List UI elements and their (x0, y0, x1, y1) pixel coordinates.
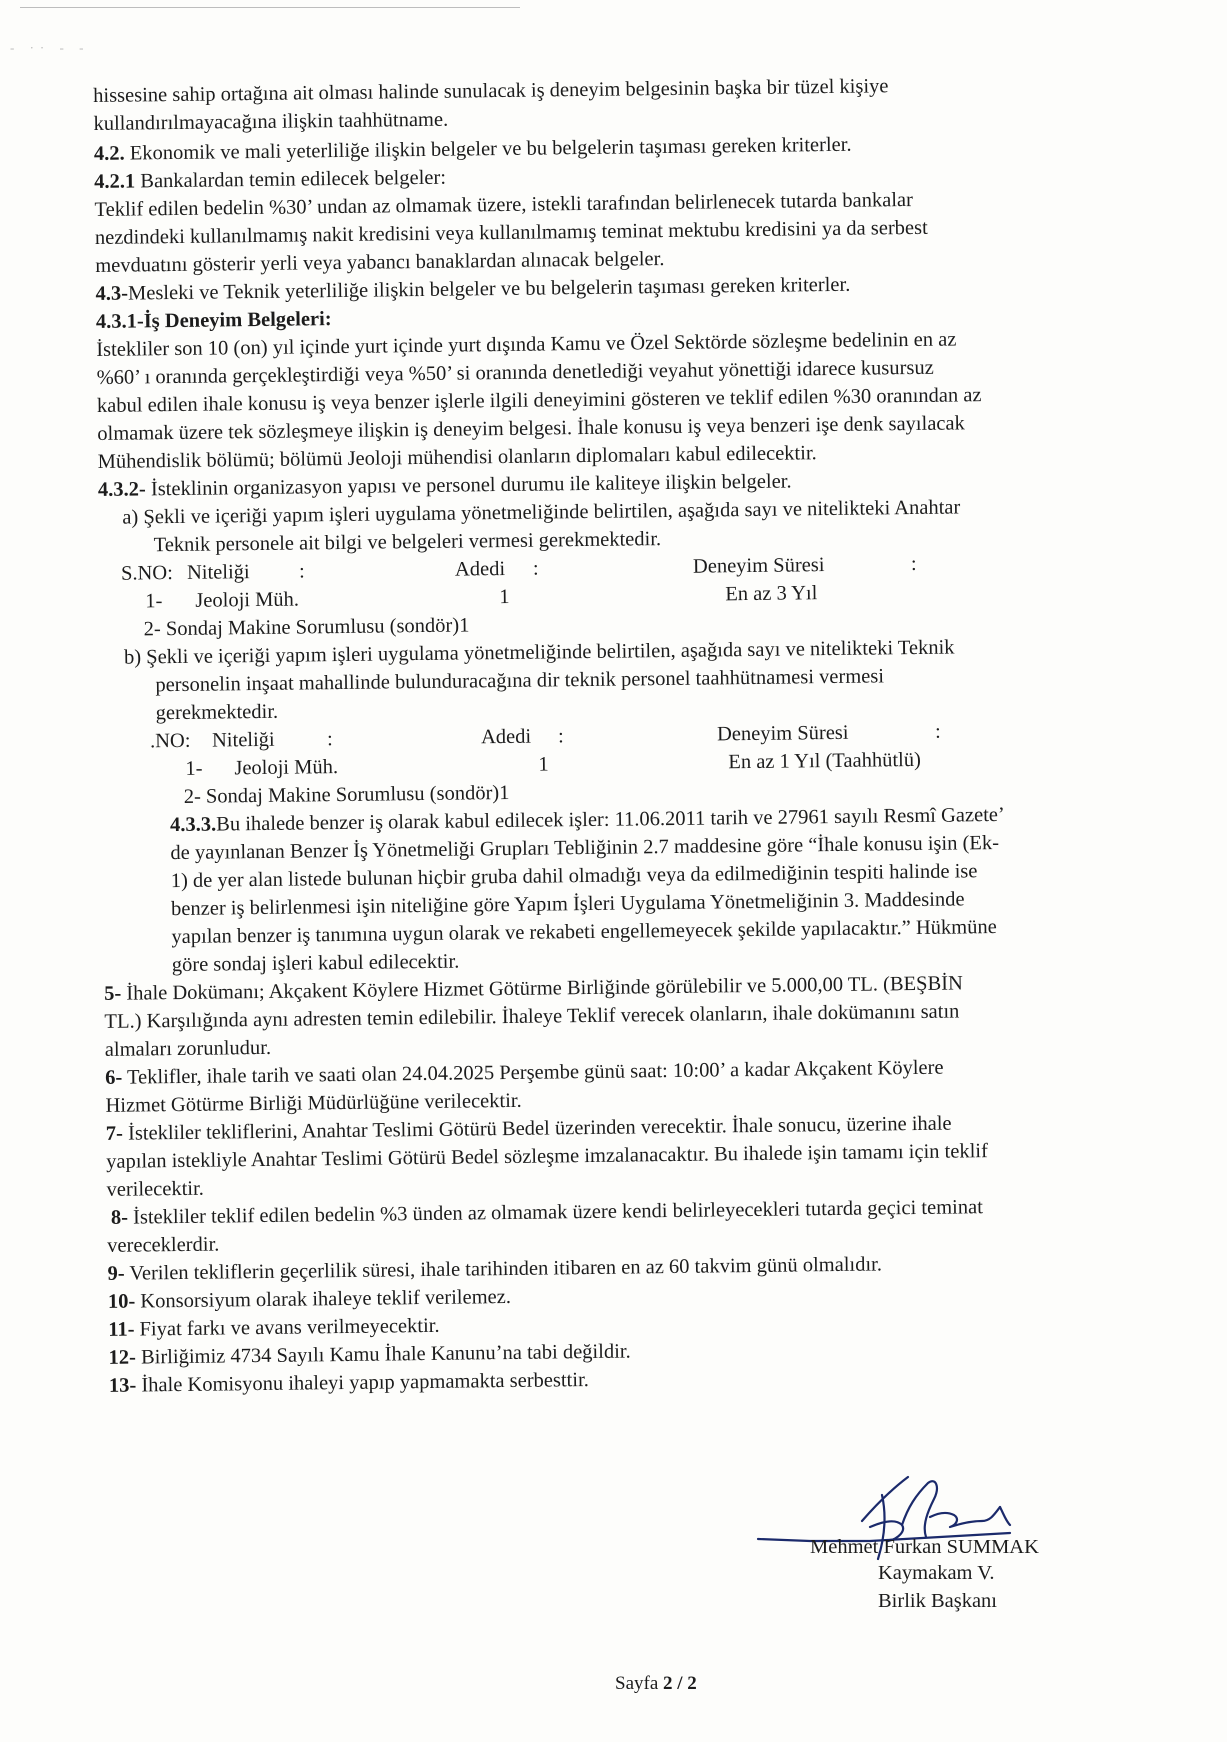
item-a: a) Şekli ve içeriği yapım işleri uygulama yönetmeliğinde belirtilen, aşağıda sayı ve nitelikteki Anahtar (122, 496, 961, 529)
document-body (93, 68, 1219, 1399)
section-4-2-1: 4.2.1 Bankalardan temin edilecek belgeler: (94, 166, 447, 193)
table-b-row: 1- Jeoloji Müh. 1 En az 1 Yıl (Taahhütlü) (185, 748, 921, 780)
text-line: mevduatını gösterir yerli veya yabancı banaklardan alınacak belgeler. (95, 248, 665, 277)
signature-block (750, 1455, 1150, 1625)
text-line: 1) de yer alan listede bulunan hiçbir gruba dahil olmadığı veya da edilmediğinin tespiti halinde ise (170, 860, 978, 893)
section-4-3-1: 4.3.1-İş Deneyim Belgeleri: (95, 308, 332, 333)
text-line: %60’ ı oranında gerçekleştirdiği veya %50’ si oranında denetlediği veyahut yönettiği idarece kusursuz (96, 356, 934, 389)
item-b: b) Şekli ve içeriği yapım işleri uygulama yönetmeliğinde belirtilen, aşağıda sayı ve nitelikteki Teknik (123, 636, 955, 669)
text-line: hissesine sahip ortağına ait olması halinde sunulacak iş deneyim belgesinin başka bir tüzel kişiye (93, 75, 889, 107)
text-line: kabul edilen ihale konusu iş veya benzer işlerle ilgili deneyimini gösteren ve teklif edilen %30 oranından az (96, 384, 982, 417)
text-line: TL.) Karşılığında aynı adresten temin edilebilir. İhaleye Teklif verecek olanların, ihale dokümanını satın (104, 1000, 960, 1033)
item-7: 7- İstekliler tekliflerini, Anahtar Teslimi Götürü Bedel üzerinden verecektir. İhale sonucu, üzerine ihale (105, 1112, 952, 1145)
item-5: 5- İhale Dokümanı; Akçakent Köylere Hizmet Götürme Birliğinde görülebilir ve 5.000,00 TL. (BEŞBİN (104, 972, 963, 1005)
item-10: 10- Konsorsiyum olarak ihaleye teklif verilemez. (107, 1285, 512, 1313)
scan-specks: - ·· - - (10, 40, 90, 55)
text-line: verilecektir. (106, 1177, 204, 1201)
text-line: Hizmet Götürme Birliği Müdürlüğüne verilecektir. (105, 1089, 522, 1117)
signatory-title: Kaymakam V. (878, 1562, 995, 1584)
text-line: personelin inşaat mahallinde bulunduracağına dir teknik personel taahhütnamesi vermesi (155, 665, 885, 697)
item-6: 6- Teklifler, ihale tarih ve saati olan 24.04.2025 Perşembe günü saat: 10:00’ a kadar Akçakent Köylere (105, 1056, 944, 1089)
text-line: göre sondaj işleri kabul edilecektir. (171, 950, 460, 977)
item-9: 9- Verilen tekliflerin geçerlilik süresi, ihale tarihinden itibaren en az 60 takvim günü olmalıdır. (107, 1253, 883, 1285)
section-4-3: 4.3-Mesleki ve Teknik yeterliliğe ilişkin belgeler ve bu belgelerin taşıması gereken kriterler. (95, 273, 851, 305)
text-line: nezdindeki kullanılmamış nakit kredisini veya kullanılmamış teminat mektubu kredisini ya da serbest (94, 216, 928, 249)
signatory-organization: Birlik Başkanı (878, 1590, 998, 1612)
section-4-3-3: 4.3.3.Bu ihalede benzer iş olarak kabul edilecek işler: 11.06.2011 tarih ve 27961 sayılı Resmî Gazete’ (169, 803, 1005, 837)
section-4-3-2: 4.3.2- İsteklinin organizasyon yapısı ve personel durumu ile kaliteye ilişkin belgeler. (97, 470, 792, 501)
item-11: 11- Fiyat farkı ve avans verilmeyecektir. (108, 1314, 440, 1341)
text-line: olmamak üzere tek sözleşmeye ilişkin iş deneyim belgesi. İhale konusu iş veya benzeri işe denk sayılacak (97, 412, 965, 445)
signatory-name: Mehmet Furkan SUMMAK (810, 1536, 1039, 1558)
page-number: Sayfa 2 / 2 (615, 1673, 697, 1694)
text-line: gerekmektedir. (155, 700, 279, 725)
section-4-2: 4.2. Ekonomik ve mali yeterliliğe ilişkin belgeler ve bu belgelerin taşıması gereken kriterler. (93, 133, 852, 165)
table-b-row: 2- Sondaj Makine Sorumlusu (sondör)1 (183, 781, 510, 808)
text-line: Teklif edilen bedelin %30’ undan az olmamak üzere, istekli tarafından belirlenecek tutarda bankalar (94, 188, 914, 221)
item-12: 12- Birliğimiz 4734 Sayılı Kamu İhale Kanunu’na tabi değildir. (108, 1340, 631, 1369)
text-line: İstekliler son 10 (on) yıl içinde yurt içinde yurt dışında Kamu ve Özel Sektörde sözleşme bedelinin en az (96, 328, 957, 361)
text-line: Teknik personele ait bilgi ve belgeleri vermesi gerekmektedir. (153, 528, 662, 557)
item-13: 13- İhale Komisyonu ihaleyi yapıp yapmamakta serbesttir. (108, 1369, 589, 1397)
text-line: almaları zorunludur. (104, 1036, 272, 1061)
text-line: yapılan istekliyle Anahtar Teslimi Götürü Bedel sözleşme imzalanacaktır. Bu ihalede işin tamamı için teklif (106, 1140, 988, 1173)
text-line: vereceklerdir. (107, 1233, 220, 1257)
item-8: 8- İstekliler teklif edilen bedelin %3 ünden az olmamak üzere kendi belirleyecekleri tutarda geçici teminat (110, 1196, 983, 1229)
table-b-header: .NO: Niteliği : Adedi : Deneyim Süresi : (149, 720, 941, 753)
top-scan-line (20, 7, 520, 8)
table-a-header: S.NO: Niteliği : Adedi : Deneyim Süresi : (120, 552, 917, 585)
text-line: Mühendislik bölümü; bölümü Jeoloji mühendisi olanların diplomaları kabul edilecektir. (97, 442, 817, 473)
text-line: kullandırılmayacağına ilişkin taahhütname. (93, 108, 449, 135)
text-line: benzer iş belirlenmesi işin niteliğine göre Yapım İşleri Uygulama Yönetmeliğinin 3. Maddesinde (170, 888, 965, 921)
table-a-row: 2- Sondaj Makine Sorumlusu (sondör)1 (143, 614, 470, 641)
table-a-row: 1- Jeoloji Müh. 1 En az 3 Yıl (145, 582, 818, 613)
text-line: yapılan benzer iş tanımına uygun olarak ve rekabeti engellemeyecek şekilde yapılacaktır.” Hükmüne (171, 916, 997, 949)
text-line: de yayınlanan Benzer İş Yönetmeliği Grupları Tebliğinin 2.7 maddesine göre “İhale konusu işin (Ek- (170, 831, 1000, 865)
